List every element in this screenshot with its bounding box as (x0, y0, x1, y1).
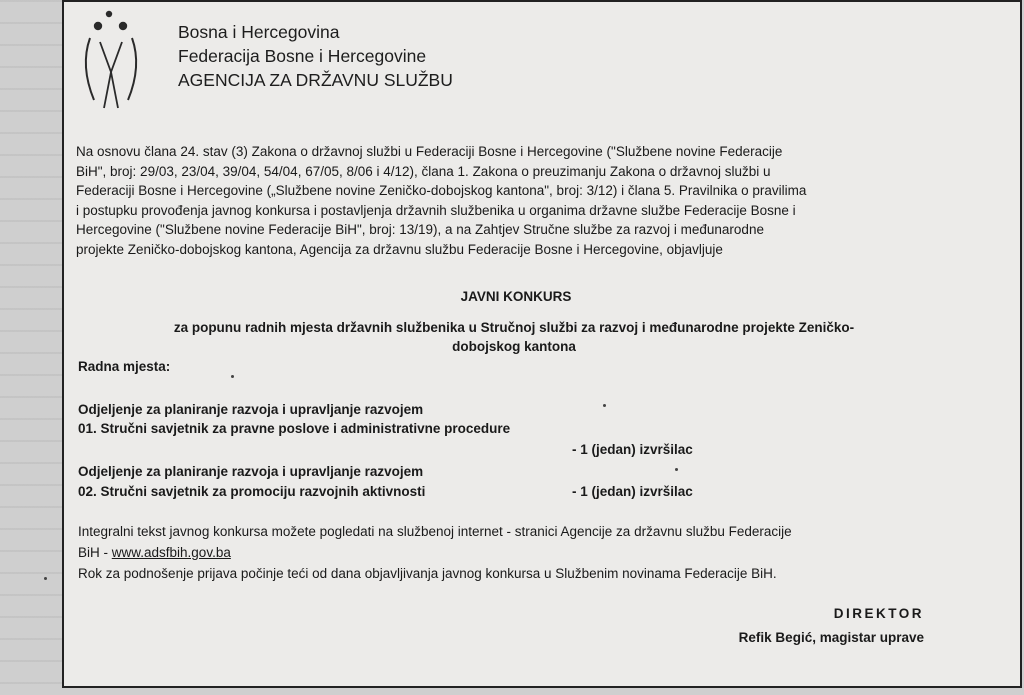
country-name: Bosna i Hercegovina (178, 22, 340, 42)
print-speck (675, 468, 678, 471)
print-speck (603, 404, 606, 407)
position-title: 02. Stručni savjetnik za promociju razvojnih aktivnosti (78, 484, 426, 499)
intro-line: BiH", broj: 29/03, 23/04, 39/04, 54/04, 67/05, 8/06 i 4/12), člana 1. Zakona o preuzimanju Zakona o državnoj službi u (76, 163, 771, 179)
intro-line: Hercegovine ("Službene novine Federacije BiH", broj: 13/19), a na Zahtjev Stručne službe za razvoj i međunarodne (76, 222, 764, 237)
positions-heading: Radna mjesta: (78, 359, 171, 374)
print-speck (231, 375, 234, 378)
position-count: - 1 (jedan) izvršilac (572, 442, 693, 457)
intro-line: projekte Zeničko-dobojskog kantona, Agencija za državnu službu Federacije Bosne i Hercegovine, objavljuje (76, 241, 723, 257)
intro-paragraph (76, 142, 956, 259)
subtitle-line: dobojskog kantona (452, 339, 576, 354)
position-department: Odjeljenje za planiranje razvoja i upravljanje razvojem (78, 464, 424, 479)
signature-role: DIREKTOR (833, 606, 924, 621)
print-speck (44, 577, 47, 580)
agency-logo-icon (76, 8, 156, 114)
job-announcement (62, 0, 1022, 688)
signature-name: Refik Begić, magistar uprave (738, 630, 924, 645)
announcement-title: JAVNI KONKURS (460, 289, 572, 304)
agency-header (74, 8, 514, 118)
agency-name: AGENCIJA ZA DRŽAVNU SLUŽBU (178, 70, 453, 90)
intro-line: Na osnovu člana 24. stav (3) Zakona o državnoj službi u Federaciji Bosne i Hercegovine ("Službene novine Federacije (76, 144, 783, 159)
website-link[interactable]: www.adsfbih.gov.ba (111, 545, 231, 560)
position-department: Odjeljenje za planiranje razvoja i upravljanje razvojem (78, 402, 424, 417)
intro-line: i postupku provođenja javnog konkursa i postavljenja državnih službenika u organima državne službe Federacije Bosne i (76, 202, 796, 218)
footer-text-line: Integralni tekst javnog konkursa možete pogledati na službenoj internet - stranici Agencije za državnu službu Federacije (78, 524, 792, 539)
federation-name: Federacija Bosne i Hercegovine (178, 46, 427, 66)
footer-text-line (78, 545, 231, 560)
footer-prefix: BiH - (78, 545, 108, 560)
subtitle-line: za popunu radnih mjesta državnih službenika u Stručnoj službi za razvoj i međunarodne projekte Zeničko- (173, 320, 855, 335)
intro-line: Federaciji Bosne i Hercegovine („Službene novine Zeničko-dobojskog kantona", broj: 3/12) i člana 5. Pravilnika o pravilima (76, 183, 807, 198)
position-title: 01. Stručni savjetnik za pravne poslove i administrativne procedure (78, 421, 511, 436)
deadline-text: Rok za podnošenje prijava počinje teći od dana objavljivanja javnog konkursa u Službenim novinama Federacije BiH. (78, 566, 777, 581)
announcement-subtitle (104, 318, 924, 356)
position-count: - 1 (jedan) izvršilac (572, 484, 693, 499)
